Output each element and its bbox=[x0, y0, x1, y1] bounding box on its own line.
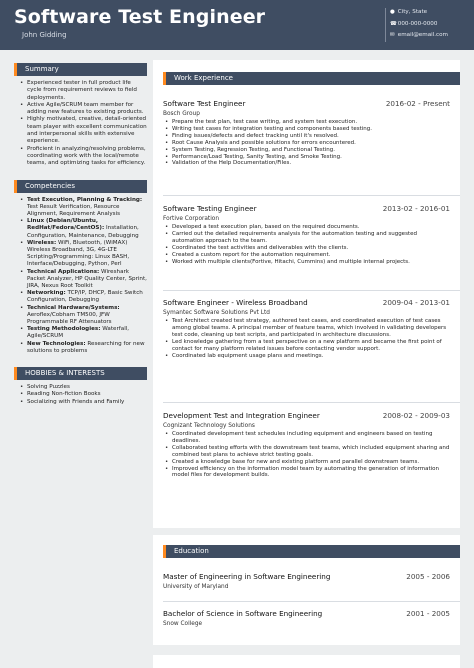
job-entry bbox=[163, 411, 450, 479]
header-divider bbox=[385, 8, 386, 42]
job-company: Cognizant Technology Solutions bbox=[163, 423, 255, 429]
list-item: • Experienced tester in full product life cycle from requirement reviews to field deployments. bbox=[20, 80, 147, 102]
list-item: • Proficient in analyzing/resolving problems, coordinating work with the local/remote teams, and optimizing tasks for efficiency. bbox=[20, 146, 147, 168]
contact-location bbox=[390, 9, 427, 15]
contact-email-text[interactable]: email@email.com bbox=[397, 32, 448, 38]
competency-label: New Technologies: bbox=[27, 340, 86, 347]
list-item: • System Testing, Regression Testing, and Functional Testing. bbox=[165, 147, 450, 154]
list-item: • Active Agile/SCRUM team member for adding new features to existing products. bbox=[20, 102, 147, 117]
competency-text: TCP/IP, DHCP, Basic Switch Configuration, Debugging bbox=[27, 290, 143, 304]
competency-text: Installation, Configuration, Maintenance, Debugging bbox=[27, 225, 139, 239]
list-item: • Solving Puzzles bbox=[20, 384, 147, 391]
list-item: • Worked with multiple clients(Fortive, Hitachi, Cummins) and multiple internal projects. bbox=[165, 259, 450, 266]
job-company: Bosch Group bbox=[163, 111, 200, 117]
location-icon: ● bbox=[390, 9, 395, 15]
section-divider bbox=[163, 290, 460, 291]
candidate-name: John Gidding bbox=[22, 31, 67, 39]
job-dates: 2016-02 - Present bbox=[385, 99, 450, 108]
competency-label: Testing Methodologies: bbox=[27, 326, 101, 333]
job-dates: 2009-04 - 2013-01 bbox=[382, 298, 450, 307]
email-icon: ✉ bbox=[390, 32, 395, 38]
list-item bbox=[20, 326, 147, 340]
list-item: • Prepare the test plan, test case writing, and system test execution. bbox=[165, 119, 450, 126]
education-entry bbox=[163, 572, 450, 590]
competencies-list bbox=[14, 193, 147, 355]
section-divider bbox=[163, 195, 460, 196]
list-item: • Created a knowledge base for new and existing platform and parallel downstream teams. bbox=[165, 459, 450, 466]
education-dates: 2005 - 2006 bbox=[406, 572, 450, 581]
list-item: • Collaborated testing efforts with the downstream test teams, which included equipment sharing and combined test plans to achieve strict testing goals. bbox=[165, 445, 450, 459]
list-item: • Highly motivated, creative, detail-oriented team player with excellent communication and interpersonal skills with extensive experience. bbox=[20, 116, 147, 145]
work-experience-heading: Work Experience bbox=[163, 72, 460, 85]
list-item bbox=[20, 290, 147, 304]
competency-label: Test Execution, Planning & Tracking: bbox=[27, 196, 143, 203]
list-item bbox=[20, 240, 147, 269]
left-column bbox=[14, 63, 147, 406]
job-bullets bbox=[163, 119, 450, 167]
list-item: • Performance/Load Testing, Sanity Testing, and Smoke Testing. bbox=[165, 154, 450, 161]
list-item: • Led knowledge gathering from a test perspective on a new platform and became the first point of contact for many platform related issues before contacting vendor support. bbox=[165, 339, 450, 353]
job-entry bbox=[163, 99, 450, 167]
education-dates: 2001 - 2005 bbox=[406, 609, 450, 618]
list-item: • Coordinated development test schedules including equipment and engineers based on testing deadlines. bbox=[165, 431, 450, 445]
list-item: • Reading Non-fiction Books bbox=[20, 391, 147, 398]
education-entry bbox=[163, 609, 450, 627]
competency-text: Researching for new solutions to problems bbox=[27, 340, 145, 354]
competency-text: Waterfall, Agile/SCRUM bbox=[27, 326, 130, 340]
competency-label: Linux (Debian/Ubuntu, RedHat/Fedora/CentOS): bbox=[27, 218, 105, 232]
competency-label: Networking: bbox=[27, 290, 66, 297]
competency-text: WiFi, Bluetooth, (WiMAX) Wireless Broadband, 3G, 4G-LTE Scripting/Programming: Linux BASH, Interface/Debugging, Python, Perl bbox=[27, 239, 130, 268]
list-item: • Developed a test execution plan, based on the required documents. bbox=[165, 224, 450, 231]
list-item: • Improved efficiency on the information model team by automating the generation of information model files for development builds. bbox=[165, 466, 450, 480]
degree-title: Bachelor of Science in Software Engineering bbox=[163, 609, 323, 618]
job-company: Fortive Corporation bbox=[163, 216, 220, 222]
competency-text: Test Result Verification, Resource Alignment, Requirement Analysis bbox=[27, 203, 121, 217]
contact-phone-text: 000-000-0000 bbox=[397, 21, 438, 27]
hobbies-list bbox=[14, 380, 147, 406]
competencies-heading: Competencies bbox=[14, 180, 147, 193]
list-item bbox=[20, 305, 147, 327]
job-entry bbox=[163, 298, 450, 359]
competency-label: Technical Applications: bbox=[27, 268, 100, 275]
list-item: • Coordinated the test activities and deliverables with the clients. bbox=[165, 245, 450, 252]
competency-label: Wireless: bbox=[27, 239, 57, 246]
job-title: Development Test and Integration Engineer bbox=[163, 411, 320, 420]
list-item: • Writing test cases for integration testing and components based testing. bbox=[165, 126, 450, 133]
job-company: Symantec Software Solutions Pvt Ltd bbox=[163, 310, 270, 316]
competency-text: Aeroflex/Cobham TM500, JFW Programmable RF Attenuators bbox=[27, 311, 112, 326]
list-item: • Validation of the Help Documentation/Files. bbox=[165, 160, 450, 167]
job-bullets bbox=[163, 224, 450, 265]
next-section-card bbox=[153, 655, 460, 668]
competency-text: Wireshark Packet Analyzer, HP Quality Center, Sprint, JIRA, Nexus Root Toolkit bbox=[27, 268, 147, 289]
contact-phone bbox=[390, 21, 437, 27]
school-name: University of Maryland bbox=[163, 584, 229, 590]
summary-heading: Summary bbox=[14, 63, 147, 76]
list-item: • Coordinated lab equipment usage plans and meetings. bbox=[165, 353, 450, 360]
list-item bbox=[20, 197, 147, 219]
job-entry bbox=[163, 204, 450, 265]
section-divider bbox=[163, 402, 460, 403]
job-bullets bbox=[163, 318, 450, 359]
job-title: Software Engineer - Wireless Broadband bbox=[163, 298, 308, 307]
education-heading: Education bbox=[163, 545, 460, 558]
resume-header bbox=[0, 0, 474, 50]
list-item bbox=[20, 341, 147, 355]
phone-icon: ☎ bbox=[390, 21, 397, 27]
job-title: Software Test Engineer bbox=[163, 99, 246, 108]
contact-location-text: City, State bbox=[397, 9, 428, 15]
job-bullets bbox=[163, 431, 450, 479]
job-title: Software Testing Engineer bbox=[163, 204, 257, 213]
job-dates: 2008-02 - 2009-03 bbox=[382, 411, 450, 420]
list-item: • Socializing with Friends and Family bbox=[20, 399, 147, 406]
degree-title: Master of Engineering in Software Engineering bbox=[163, 572, 331, 581]
list-item: • Carried out the detailed requirements analysis for the automation testing and suggested automation approach to the team. bbox=[165, 231, 450, 245]
list-item: • Root Cause Analysis and possible solutions for errors encountered. bbox=[165, 140, 450, 147]
list-item: • Test Architect created test strategy, authored test cases, and coordinated execution of test cases among global teams. A principal member of feature teams, which involved in validating developers test code, cleaning up test scripts, and participated in architecture discussions. bbox=[165, 318, 450, 339]
list-item bbox=[20, 269, 147, 291]
list-item: • Created a custom report for the automation requirement. bbox=[165, 252, 450, 259]
section-divider bbox=[163, 601, 460, 602]
list-item bbox=[20, 218, 147, 240]
hobbies-heading: HOBBIES & INTERESTS bbox=[14, 367, 147, 380]
competency-label: Technical Hardware/Systems: bbox=[27, 304, 120, 311]
list-item: • Finding issues/defects and defect tracking until it's resolved. bbox=[165, 133, 450, 140]
summary-list bbox=[14, 76, 147, 168]
contact-email[interactable] bbox=[390, 32, 448, 38]
resume-title: Software Test Engineer bbox=[14, 6, 266, 28]
school-name: Snow College bbox=[163, 621, 203, 627]
job-dates: 2013-02 - 2016-01 bbox=[382, 204, 450, 213]
